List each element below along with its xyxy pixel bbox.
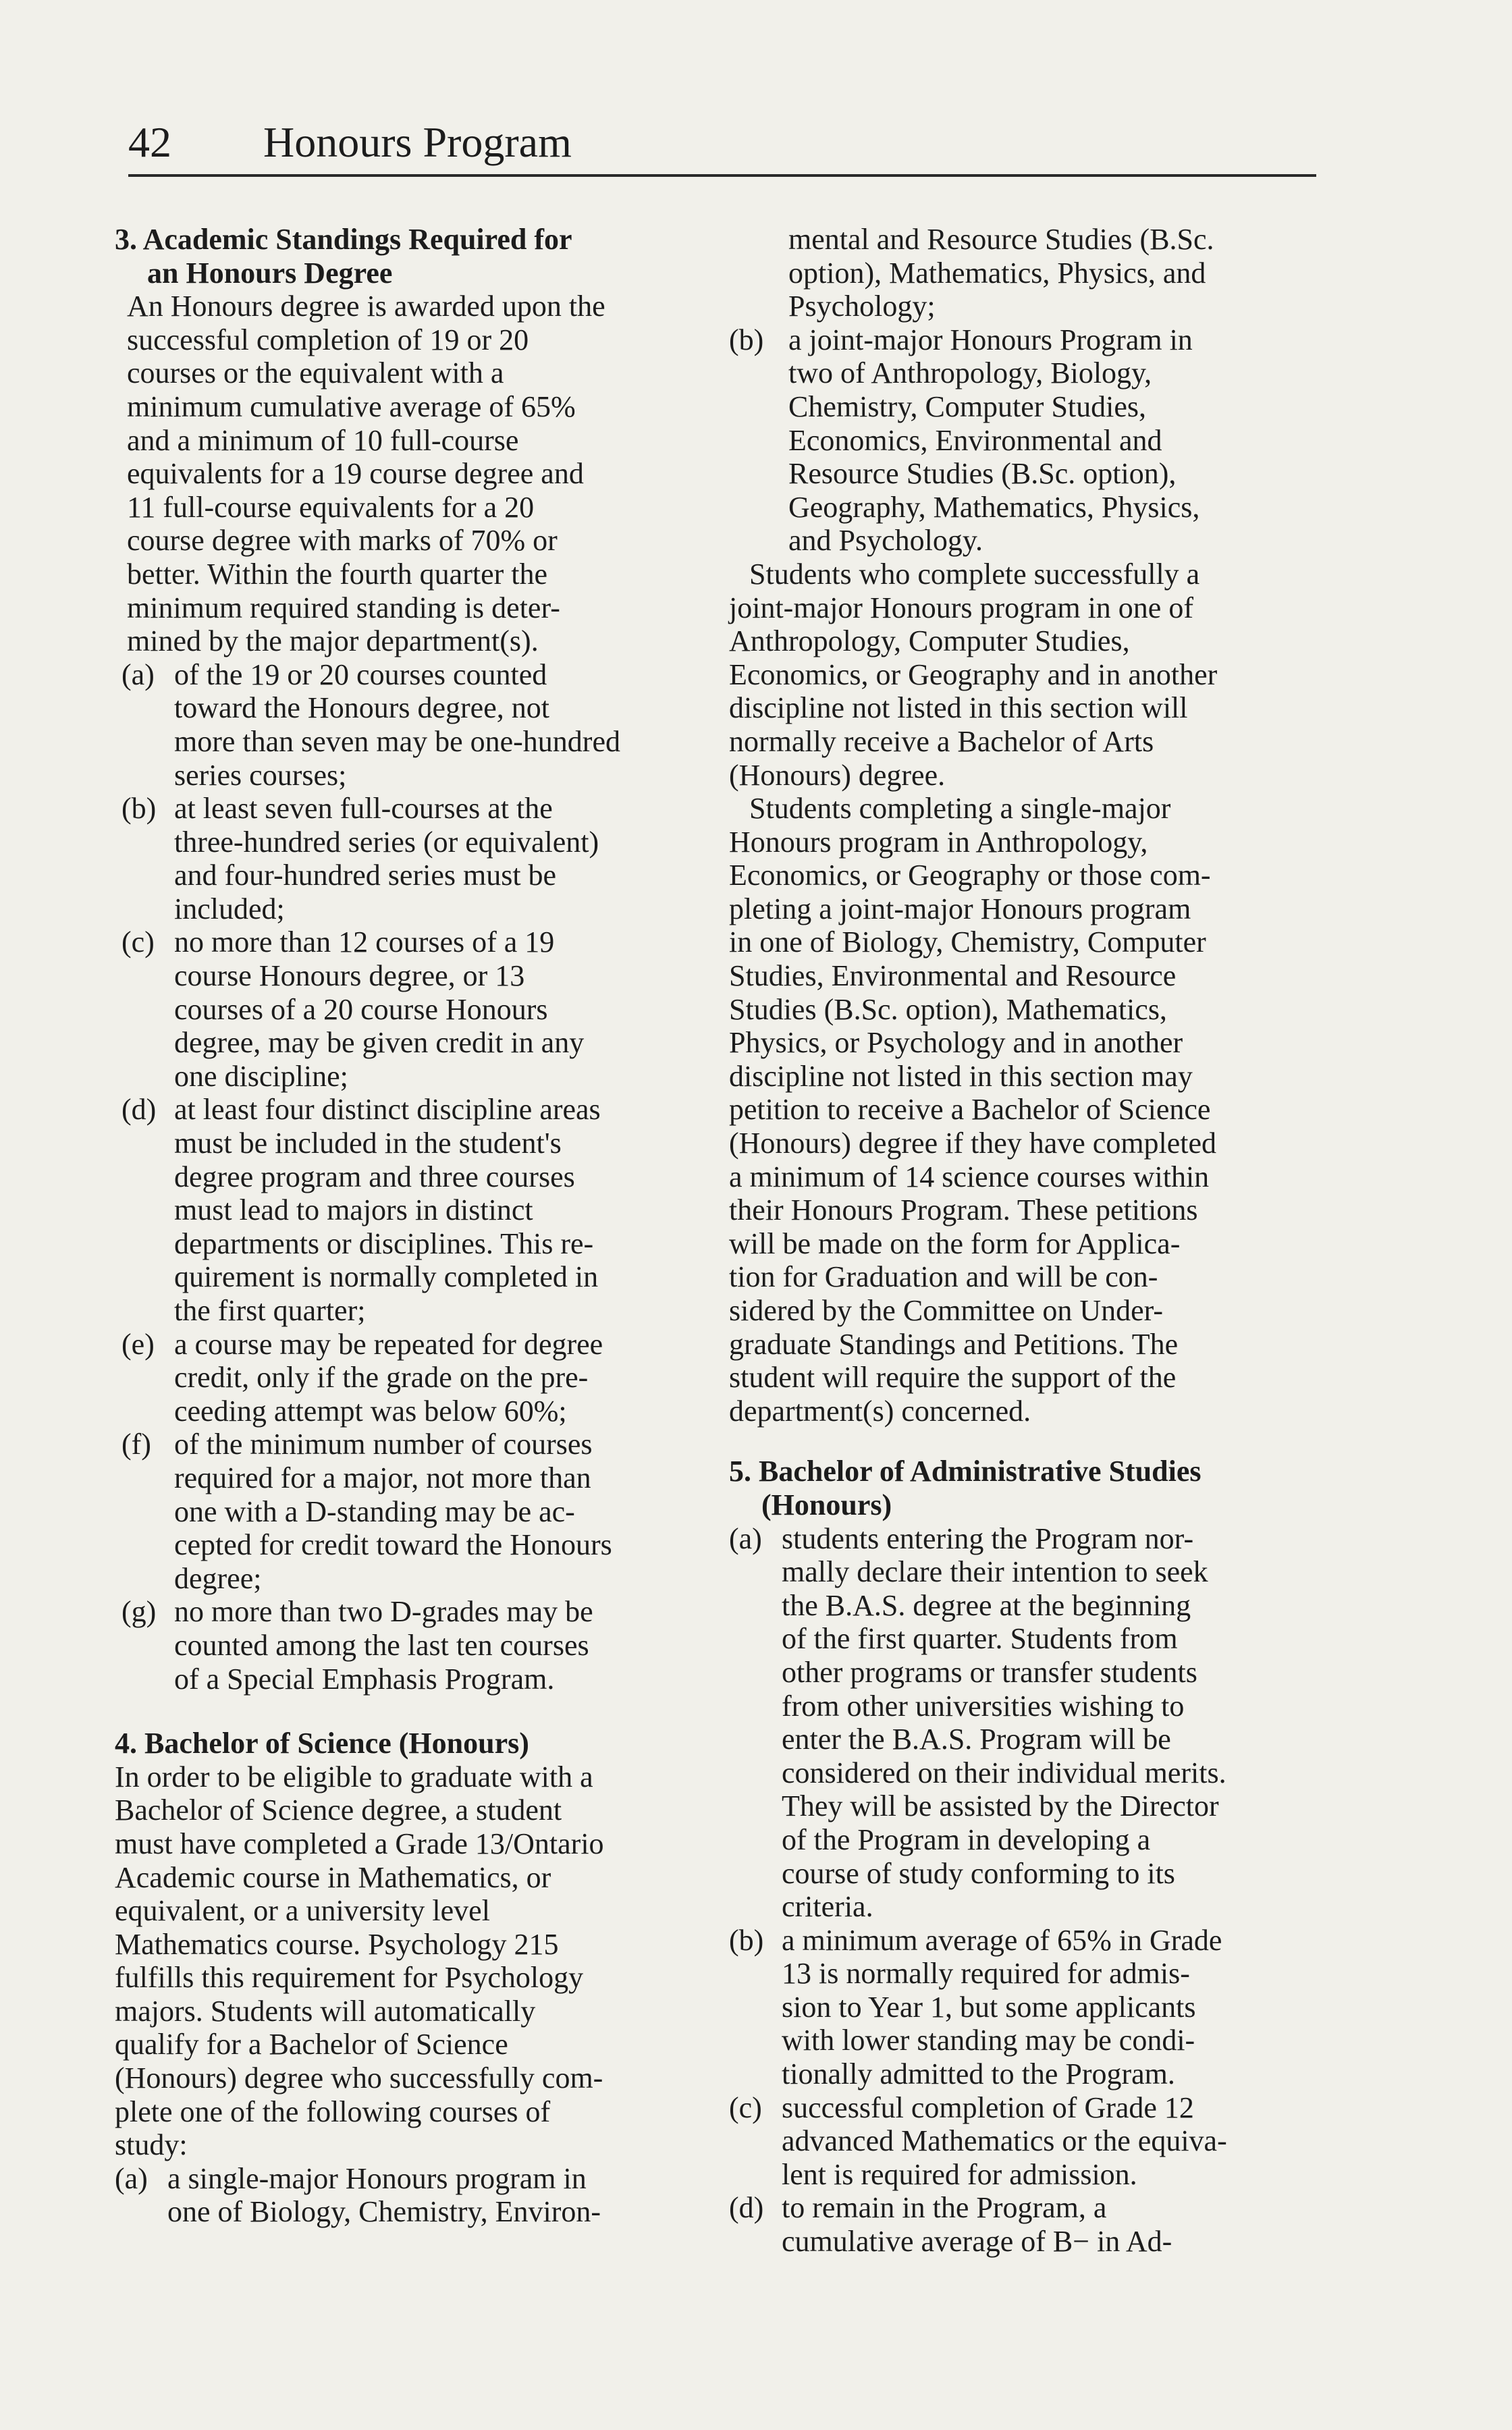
text-line: graduate Standings and Petitions. The	[729, 1327, 1179, 1361]
list-item-4a-continued	[729, 223, 1323, 323]
text-line: cepted for credit toward the Honours	[174, 1528, 612, 1562]
text-line: ceeding attempt was below 60%;	[174, 1394, 567, 1428]
section-5-heading	[729, 1455, 1323, 1521]
text-line: no more than 12 courses of a 19	[174, 925, 555, 959]
text-line: Honours program in Anthropology,	[729, 825, 1148, 859]
text-line: credit, only if the grade on the pre-	[174, 1361, 589, 1395]
text-line: petition to receive a Bachelor of Science	[729, 1093, 1211, 1127]
text-line: quirement is normally completed in	[174, 1260, 599, 1294]
text-line: pleting a joint-major Honours program	[729, 892, 1191, 925]
text-line: of a Special Emphasis Program.	[174, 1662, 555, 1696]
section-3-heading	[115, 223, 695, 290]
text-line: of the 19 or 20 courses counted	[174, 657, 547, 691]
text-line: mental and Resource Studies (B.Sc.	[788, 223, 1214, 256]
text-line: more than seven may be one-hundred	[174, 724, 620, 758]
list-item-5d	[729, 2191, 1323, 2258]
list-item-4b	[729, 323, 1323, 558]
text-line: toward the Honours degree, not	[174, 691, 549, 725]
list-marker: (d)	[122, 1093, 157, 1127]
list-marker: (a)	[122, 657, 155, 691]
text-line: plete one of the following courses of	[115, 2095, 551, 2128]
text-line: and Psychology.	[788, 524, 983, 558]
text-line: An Honours degree is awarded upon the	[127, 290, 605, 323]
text-line: courses of a 20 course Honours	[174, 992, 548, 1026]
text-line: course of study conforming to its	[782, 1856, 1175, 1890]
text-line: qualify for a Bachelor of Science	[115, 2028, 508, 2061]
text-line: to remain in the Program, a	[782, 2191, 1107, 2225]
text-line: Studies (B.Sc. option), Mathematics,	[729, 992, 1167, 1026]
text-line: 11 full-course equivalents for a 20	[127, 490, 535, 524]
text-line: equivalents for a 19 course degree and	[127, 457, 584, 491]
text-line: enter the B.A.S. Program will be	[782, 1723, 1171, 1756]
text-line: Studies, Environmental and Resource	[729, 959, 1177, 993]
text-line: counted among the last ten courses	[174, 1628, 589, 1662]
text-line: tion for Graduation and will be con-	[729, 1260, 1158, 1294]
text-line: successful completion of Grade 12	[782, 2090, 1194, 2124]
text-line: Physics, or Psychology and in another	[729, 1026, 1183, 1060]
list-marker: (b)	[122, 792, 157, 826]
text-line: no more than two D-grades may be	[174, 1595, 593, 1629]
text-line: their Honours Program. These petitions	[729, 1193, 1198, 1227]
text-line: Students completing a single-major	[749, 792, 1171, 826]
list-marker: (c)	[122, 925, 155, 959]
list-marker: (g)	[122, 1595, 157, 1629]
text-line: minimum cumulative average of 65%	[127, 389, 576, 423]
text-line: cumulative average of B− in Ad-	[782, 2225, 1172, 2259]
list-item-3g	[122, 1595, 695, 1696]
list-item-5a	[729, 1522, 1323, 1924]
text-line: fulfills this requirement for Psychology	[115, 1961, 584, 1995]
text-line: must be included in the student's	[174, 1127, 562, 1160]
text-line: must have completed a Grade 13/Ontario	[115, 1827, 604, 1860]
list-item-3a	[122, 658, 695, 792]
text-line: course degree with marks of 70% or	[127, 524, 558, 558]
text-line: required for a major, not more than	[174, 1461, 591, 1494]
list-marker: (e)	[122, 1327, 155, 1361]
text-line: sidered by the Committee on Under-	[729, 1294, 1164, 1327]
text-line: Economics, or Geography and in another	[729, 657, 1218, 691]
list-marker: (a)	[115, 2161, 148, 2195]
text-line: series courses;	[174, 758, 347, 792]
section-gap	[115, 1696, 695, 1727]
text-line: with lower standing may be condi-	[782, 2024, 1195, 2057]
text-line: degree program and three courses	[174, 1160, 575, 1193]
text-line: sion to Year 1, but some applicants	[782, 1990, 1196, 2024]
section-4-heading: 4. Bachelor of Science (Honours)	[115, 1727, 529, 1760]
text-line: Mathematics course. Psychology 215	[115, 1927, 559, 1961]
text-line: at least seven full-courses at the	[174, 792, 553, 826]
text-line: Bachelor of Science degree, a student	[115, 1793, 562, 1827]
text-line: mined by the major department(s).	[127, 624, 539, 658]
text-line: normally receive a Bachelor of Arts	[729, 724, 1154, 758]
text-line: (Honours) degree if they have completed	[729, 1127, 1217, 1160]
text-line: joint-major Honours program in one of	[729, 591, 1193, 624]
text-line: Psychology;	[788, 290, 936, 323]
section-3-list	[115, 658, 695, 1696]
list-item-3d	[122, 1093, 695, 1327]
text-line: of the Program in developing a	[782, 1823, 1151, 1856]
text-line: and a minimum of 10 full-course	[127, 423, 519, 457]
text-line: of the first quarter. Students from	[782, 1622, 1178, 1656]
text-line: other programs or transfer students	[782, 1655, 1197, 1689]
list-marker: (b)	[729, 323, 764, 356]
heading-line: (Honours)	[761, 1488, 892, 1521]
text-line: and four-hundred series must be	[174, 859, 557, 892]
text-line: minimum required standing is deter-	[127, 591, 560, 624]
text-line: option), Mathematics, Physics, and	[788, 256, 1206, 290]
list-item-4a	[115, 2162, 695, 2229]
heading-line: 3. Academic Standings Required for	[115, 223, 572, 256]
text-line: tionally admitted to the Program.	[782, 2057, 1175, 2091]
text-line: Economics, Environmental and	[788, 423, 1162, 457]
text-line: a joint-major Honours Program in	[788, 323, 1193, 356]
section-4-intro	[115, 1760, 695, 2162]
section-4-paragraph-3	[729, 792, 1323, 1428]
text-line: advanced Mathematics or the equiva-	[782, 2124, 1227, 2158]
text-line: one discipline;	[174, 1059, 348, 1093]
text-line: majors. Students will automatically	[115, 1994, 536, 2028]
list-item-3c	[122, 925, 695, 1093]
text-line: included;	[174, 892, 285, 925]
text-line: courses or the equivalent with a	[127, 356, 504, 390]
list-item-5c	[729, 2091, 1323, 2192]
list-item-3b	[122, 792, 695, 925]
list-item-5b	[729, 1924, 1323, 2091]
text-line: (Honours) degree.	[729, 758, 946, 792]
text-line: Economics, or Geography or those com-	[729, 859, 1211, 892]
text-line: 13 is normally required for admis-	[782, 1957, 1190, 1991]
text-line: criteria.	[782, 1890, 873, 1924]
text-line: at least four distinct discipline areas	[174, 1093, 601, 1127]
text-line: equivalent, or a university level	[115, 1894, 490, 1928]
section-gap	[729, 1428, 1323, 1455]
text-line: course Honours degree, or 13	[174, 959, 525, 993]
section-4-paragraph-2	[729, 558, 1323, 792]
list-marker: (b)	[729, 1923, 764, 1957]
text-line: the B.A.S. degree at the beginning	[782, 1588, 1191, 1622]
list-item-3f	[122, 1428, 695, 1595]
list-marker: (c)	[729, 2090, 762, 2124]
text-line: Anthropology, Computer Studies,	[729, 624, 1130, 658]
text-line: the first quarter;	[174, 1294, 366, 1327]
text-line: a minimum of 14 science courses within	[729, 1160, 1210, 1193]
section-3-intro	[115, 290, 695, 658]
list-marker: (d)	[729, 2191, 764, 2225]
list-marker: (f)	[122, 1428, 151, 1461]
text-line: three-hundred series (or equivalent)	[174, 825, 599, 859]
heading-line: 5. Bachelor of Administrative Studies	[729, 1455, 1202, 1488]
text-line: study:	[115, 2128, 188, 2162]
text-line: one of Biology, Chemistry, Environ-	[167, 2195, 601, 2229]
text-line: discipline not listed in this section may	[729, 1059, 1193, 1093]
text-line: of the minimum number of courses	[174, 1428, 593, 1461]
page-number: 42	[128, 118, 171, 166]
running-title: Honours Program	[263, 118, 572, 166]
text-line: Geography, Mathematics, Physics,	[788, 490, 1200, 524]
text-line: students entering the Program nor-	[782, 1521, 1194, 1555]
list-item-3e	[122, 1328, 695, 1428]
text-line: considered on their individual merits.	[782, 1756, 1226, 1789]
text-line: from other universities wishing to	[782, 1689, 1185, 1723]
text-line: must lead to majors in distinct	[174, 1193, 533, 1227]
text-line: degree;	[174, 1561, 262, 1595]
text-line: Chemistry, Computer Studies,	[788, 389, 1147, 423]
right-column	[729, 223, 1323, 2259]
text-line: a course may be repeated for degree	[174, 1327, 603, 1361]
text-line: one with a D-standing may be ac-	[174, 1494, 575, 1528]
text-line: departments or disciplines. This re-	[174, 1226, 594, 1260]
text-line: student will require the support of the	[729, 1361, 1177, 1395]
heading-line: an Honours Degree	[147, 256, 393, 290]
text-line: two of Anthropology, Biology,	[788, 356, 1152, 390]
text-line: In order to be eligible to graduate with a	[115, 1760, 593, 1793]
text-line: in one of Biology, Chemistry, Computer	[729, 925, 1206, 959]
text-line: department(s) concerned.	[729, 1394, 1031, 1428]
list-marker: (a)	[729, 1521, 762, 1555]
text-line: degree, may be given credit in any	[174, 1026, 585, 1060]
text-line: Resource Studies (B.Sc. option),	[788, 457, 1177, 491]
text-line: lent is required for admission.	[782, 2157, 1137, 2191]
text-line: will be made on the form for Applica-	[729, 1226, 1181, 1260]
text-line: Students who complete successfully a	[749, 557, 1200, 591]
text-line: better. Within the fourth quarter the	[127, 557, 548, 591]
text-line: a minimum average of 65% in Grade	[782, 1923, 1222, 1957]
left-column	[115, 223, 695, 2229]
text-line: (Honours) degree who successfully com-	[115, 2061, 603, 2095]
text-line: discipline not listed in this section will	[729, 691, 1188, 725]
text-line: a single-major Honours program in	[167, 2161, 587, 2195]
text-line: Academic course in Mathematics, or	[115, 1860, 551, 1894]
text-line: successful completion of 19 or 20	[127, 323, 529, 356]
text-line: They will be assisted by the Director	[782, 1789, 1219, 1823]
page-header	[128, 113, 1316, 177]
text-line: mally declare their intention to seek	[782, 1555, 1208, 1589]
